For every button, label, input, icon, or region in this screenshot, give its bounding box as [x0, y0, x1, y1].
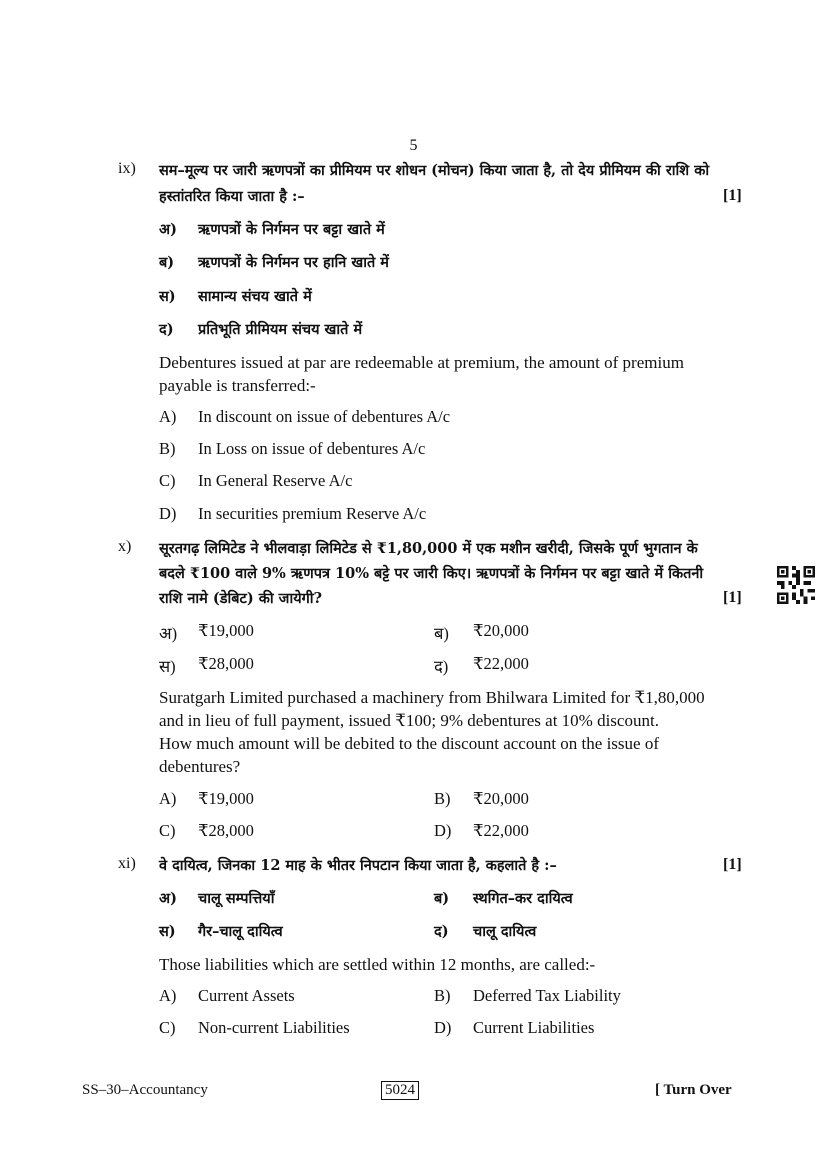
- q9-en-option-label: A): [159, 407, 177, 426]
- q10-hi-option-label: द): [434, 657, 449, 676]
- q11-en-option-label: A): [159, 986, 177, 1005]
- question-number-x: x): [118, 538, 132, 555]
- footer-booklet-code: 5024: [381, 1081, 419, 1100]
- q10-hi-option-text: ₹28,000: [198, 654, 254, 673]
- q11-hi-option-label: ब): [434, 890, 450, 907]
- qr-code-icon: [776, 566, 816, 604]
- q10-en-option-text: ₹20,000: [473, 789, 529, 808]
- q11-english-line1: Those liabilities which are settled within 12 months, are called:-: [159, 955, 596, 974]
- q11-en-option-label: C): [159, 1018, 176, 1037]
- q10-hindi-line2: बदले ₹100 वाले 9% ऋणपत्र 10% बट्टे पर जारी किए। ऋणपत्रों के निर्गमन पर बट्टा खाते में कितनी: [159, 565, 704, 582]
- q11-en-option-text: Deferred Tax Liability: [473, 986, 621, 1005]
- q9-marks: [1]: [723, 187, 742, 204]
- q11-marks: [1]: [723, 856, 742, 873]
- q9-en-option-text: In General Reserve A/c: [198, 471, 353, 490]
- q9-hi-option-text: सामान्य संचय खाते में: [198, 288, 312, 305]
- q9-english-line2: payable is transferred:-: [159, 376, 316, 395]
- q10-english-line1: Suratgarh Limited purchased a machinery from Bhilwara Limited for ₹1,80,000: [159, 688, 705, 707]
- q9-en-option-label: D): [159, 504, 177, 523]
- q9-hi-option-text: ऋणपत्रों के निर्गमन पर बट्टा खाते में: [198, 221, 385, 238]
- q9-hi-option-label: ब): [159, 254, 175, 271]
- q11-hi-option-text: चालू सम्पत्तियाँ: [198, 890, 275, 907]
- q11-en-option-label: B): [434, 986, 451, 1005]
- q11-hi-option-label: द): [434, 923, 449, 940]
- q10-hi-option-label: स): [159, 657, 176, 676]
- q9-hi-option-text: प्रतिभूति प्रीमियम संचय खाते में: [198, 321, 363, 338]
- q10-hi-option-text: ₹19,000: [198, 621, 254, 640]
- q10-en-option-label: D): [434, 821, 452, 840]
- q10-hi-option-text: ₹22,000: [473, 654, 529, 673]
- q10-en-option-text: ₹19,000: [198, 789, 254, 808]
- q10-english-line3: How much amount will be debited to the discount account on the issue of: [159, 734, 659, 753]
- q9-en-option-text: In securities premium Reserve A/c: [198, 504, 427, 523]
- page-number: 5: [409, 137, 418, 154]
- q10-en-option-label: C): [159, 821, 176, 840]
- question-number-xi: xi): [118, 855, 136, 872]
- q9-hindi-line2: हस्तांतरित किया जाता है :–: [159, 188, 305, 205]
- q10-hindi-line1: सूरतगढ़ लिमिटेड ने भीलवाड़ा लिमिटेड से ₹1,80,000 में एक मशीन खरीदी, जिसके पूर्ण भुगतान के: [159, 540, 698, 557]
- q9-hi-option-text: ऋणपत्रों के निर्गमन पर हानि खाते में: [198, 254, 389, 271]
- footer-paper-code: SS–30–Accountancy: [82, 1082, 208, 1098]
- q9-hindi-line1: सम–मूल्य पर जारी ऋणपत्रों का प्रीमियम पर शोधन (मोचन) किया जाता है, तो देय प्रीमियम की राशि को: [159, 162, 710, 179]
- q11-hi-option-text: स्थगित–कर दायित्व: [473, 890, 573, 907]
- q9-en-option-label: B): [159, 439, 176, 458]
- q11-en-option-text: Non-current Liabilities: [198, 1018, 350, 1037]
- q10-hi-option-text: ₹20,000: [473, 621, 529, 640]
- q9-hi-option-label: अ): [159, 221, 177, 238]
- q9-en-option-text: In discount on issue of debentures A/c: [198, 407, 451, 426]
- q11-en-option-text: Current Assets: [198, 986, 295, 1005]
- footer-turn-over: [ Turn Over: [655, 1082, 732, 1098]
- q11-en-option-text: Current Liabilities: [473, 1018, 595, 1037]
- q11-hi-option-text: गैर–चालू दायित्व: [198, 923, 283, 940]
- q10-hi-option-label: ब): [434, 624, 449, 643]
- q9-english-line1: Debentures issued at par are redeemable at premium, the amount of premium: [159, 353, 684, 372]
- q9-hi-option-label: स): [159, 288, 176, 305]
- q10-english-line4: debentures?: [159, 757, 241, 776]
- q10-english-line2: and in lieu of full payment, issued ₹100; 9% debentures at 10% discount.: [159, 711, 659, 730]
- q9-en-option-text: In Loss on issue of debentures A/c: [198, 439, 426, 458]
- q10-en-option-text: ₹22,000: [473, 821, 529, 840]
- q10-marks: [1]: [723, 589, 742, 606]
- q11-en-option-label: D): [434, 1018, 452, 1037]
- q9-hi-option-label: द): [159, 321, 174, 338]
- q11-hi-option-text: चालू दायित्व: [473, 923, 537, 940]
- q10-hi-option-label: अ): [159, 624, 178, 643]
- q10-en-option-label: A): [159, 789, 177, 808]
- q9-en-option-label: C): [159, 471, 176, 490]
- q10-en-option-text: ₹28,000: [198, 821, 254, 840]
- q10-en-option-label: B): [434, 789, 451, 808]
- q11-hi-option-label: अ): [159, 890, 177, 907]
- q11-hi-option-label: स): [159, 923, 176, 940]
- q10-hindi-line3: राशि नामे (डेबिट) की जायेगी?: [159, 590, 323, 607]
- question-number-ix: ix): [118, 160, 136, 177]
- q11-hindi-line1: वे दायित्व, जिनका 12 माह के भीतर निपटान किया जाता है, कहलाते है :–: [159, 857, 557, 874]
